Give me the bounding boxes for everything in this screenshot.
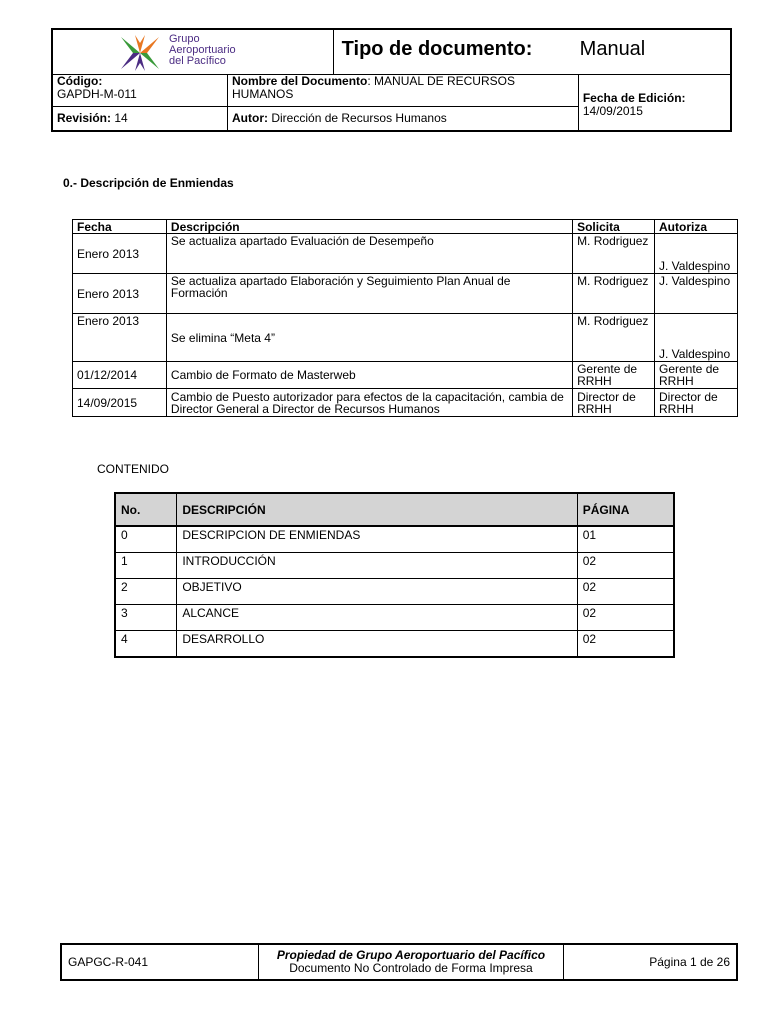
autoriza-cell: Director de RRHH [655, 389, 738, 417]
descripcion-cell: Se elimina “Meta 4” [166, 314, 572, 362]
descripcion-cell: Cambio de Puesto autorizador para efectos de la capacitación, cambia de Director General a Director de Recursos Humanos [166, 389, 572, 417]
fecha-cell: Enero 2013 [73, 274, 167, 314]
amendments-header-row [73, 220, 738, 234]
edition-date-cell [578, 75, 731, 131]
autoriza-cell: J. Valdespino [655, 314, 738, 362]
document-name-cell [228, 75, 579, 107]
logo-line-2: Aeroportuario [169, 44, 236, 56]
code-label: Código: [57, 74, 103, 88]
document-type-value: Manual [579, 38, 646, 60]
section-title: 0.- Descripción de Enmiendas [63, 176, 234, 190]
table-row [73, 314, 738, 362]
document-header [51, 28, 732, 132]
col-solicita-header: Solicita [573, 220, 655, 234]
logo-line-3: del Pacífico [169, 55, 226, 67]
table-row [115, 526, 674, 553]
company-logo-icon [117, 33, 163, 73]
table-row [73, 389, 738, 417]
document-type-cell [333, 29, 731, 75]
solicita-cell: M. Rodriguez [573, 314, 655, 362]
author-cell [228, 107, 579, 131]
solicita-cell: Gerente de RRHH [573, 362, 655, 389]
solicita-cell: Director de RRHH [573, 389, 655, 417]
author-label: Autor: [232, 110, 269, 125]
footer-property: Propiedad de Grupo Aeroportuario del Pacífico [276, 948, 546, 962]
autoriza-cell: Gerente de RRHH [655, 362, 738, 389]
col-page-header: PÁGINA [577, 493, 674, 526]
number-cell: 2 [115, 579, 177, 605]
fecha-cell: 01/12/2014 [73, 362, 167, 389]
document-name-value: : MANUAL DE RECURSOS HUMANOS [232, 74, 515, 101]
page-cell: 02 [577, 605, 674, 631]
description-cell: INTRODUCCIÓN [177, 553, 577, 579]
edition-date-label: Fecha de Edición: [582, 91, 686, 106]
code-cell [52, 75, 228, 107]
document-name-label: Nombre del Documento [232, 74, 368, 88]
contents-label: CONTENIDO [97, 462, 169, 476]
number-cell: 4 [115, 631, 177, 658]
descripcion-cell: Se actualiza apartado Evaluación de Desempeño [166, 234, 572, 274]
page-footer [60, 943, 738, 981]
author-value: Dirección de Recursos Humanos [268, 110, 447, 125]
fecha-cell: 14/09/2015 [73, 389, 167, 417]
code-value: GAPDH-M-011 [57, 87, 137, 101]
revision-value: 14 [111, 110, 128, 125]
table-row [115, 631, 674, 658]
revision-label: Revisión: [57, 110, 112, 125]
table-row [115, 579, 674, 605]
fecha-cell: Enero 2013 [73, 314, 167, 362]
col-no-header: No. [115, 493, 177, 526]
footer-page-number: Página 1 de 26 [564, 944, 738, 980]
solicita-cell: M. Rodriguez [573, 234, 655, 274]
contents-table [114, 492, 675, 658]
footer-note: Documento No Controlado de Forma Impresa [289, 961, 533, 975]
description-cell: DESCRIPCION DE ENMIENDAS [177, 526, 577, 553]
page-cell: 01 [577, 526, 674, 553]
number-cell: 0 [115, 526, 177, 553]
table-row [73, 362, 738, 389]
number-cell: 3 [115, 605, 177, 631]
description-cell: OBJETIVO [177, 579, 577, 605]
col-description-header: DESCRIPCIÓN [177, 493, 577, 526]
descripcion-cell: Cambio de Formato de Masterweb [166, 362, 572, 389]
autoriza-cell: J. Valdespino [655, 274, 738, 314]
table-row [115, 553, 674, 579]
number-cell: 1 [115, 553, 177, 579]
page-cell: 02 [577, 631, 674, 658]
fecha-cell: Enero 2013 [73, 234, 167, 274]
description-cell: ALCANCE [177, 605, 577, 631]
amendments-table [72, 219, 738, 417]
logo-line-1: Grupo [169, 33, 200, 45]
page-cell: 02 [577, 579, 674, 605]
description-cell: DESARROLLO [177, 631, 577, 658]
table-row [73, 234, 738, 274]
contents-header-row [115, 493, 674, 526]
revision-cell [52, 107, 228, 131]
logo-cell [52, 29, 333, 75]
col-autoriza-header: Autoriza [655, 220, 738, 234]
footer-center [258, 944, 563, 980]
col-descripcion-header: Descripción [166, 220, 572, 234]
col-fecha-header: Fecha [73, 220, 167, 234]
table-row [115, 605, 674, 631]
footer-code: GAPGC-R-041 [61, 944, 258, 980]
autoriza-cell: J. Valdespino [655, 234, 738, 274]
table-row [73, 274, 738, 314]
logo-text [169, 34, 236, 67]
document-type-label: Tipo de documento: [341, 38, 533, 60]
edition-date-value: 14/09/2015 [582, 104, 643, 119]
solicita-cell: M. Rodriguez [573, 274, 655, 314]
page-cell: 02 [577, 553, 674, 579]
descripcion-cell: Se actualiza apartado Elaboración y Seguimiento Plan Anual de Formación [166, 274, 572, 314]
